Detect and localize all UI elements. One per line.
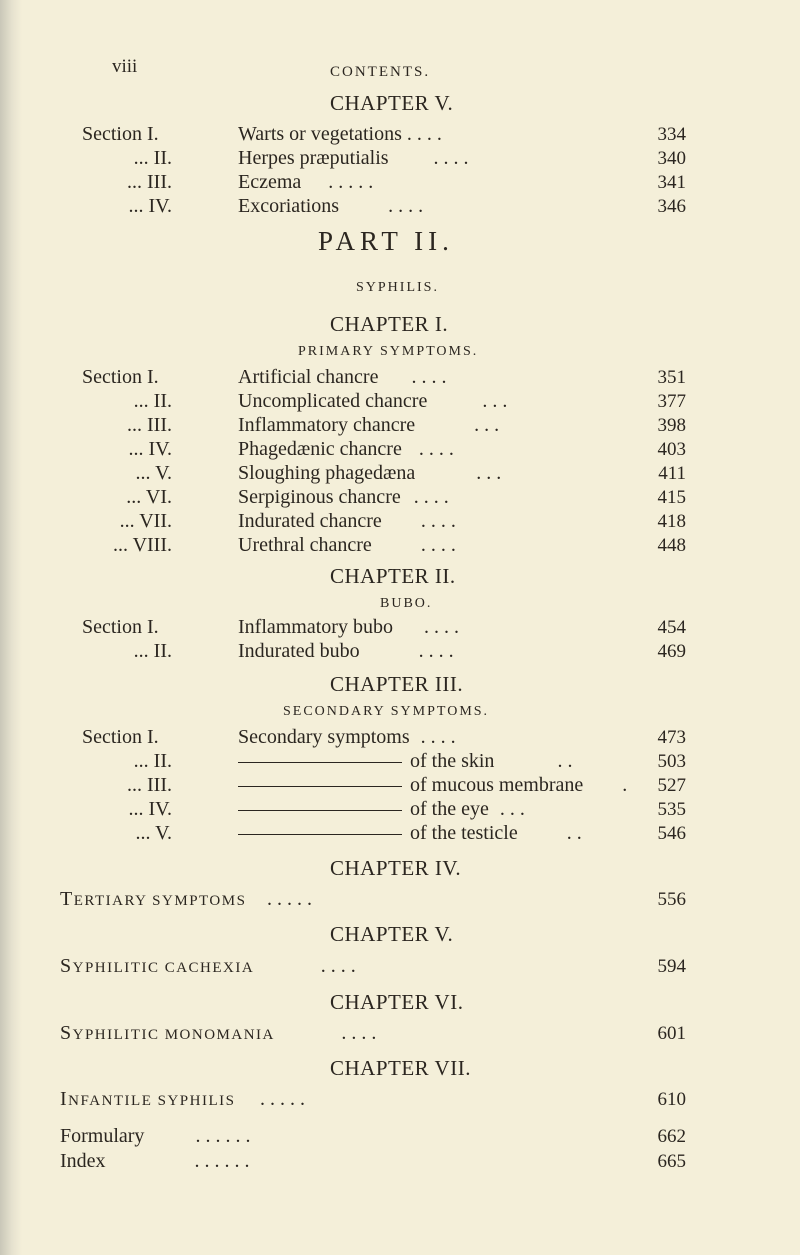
section-label: ... II. [133, 390, 172, 412]
page-edge-shadow [0, 0, 22, 1255]
entry-title: Eczema . . . . . [238, 171, 374, 193]
chapter-heading: CHAPTER III. [330, 672, 464, 696]
page-ref: 411 [658, 463, 686, 484]
entry-title: INFANTILE SYPHILIS . . . . . [60, 1088, 305, 1110]
section-label: ... V. [135, 462, 172, 484]
entry-title: Uncomplicated chancre . . . [238, 390, 508, 412]
ditto-dash [238, 810, 402, 811]
page-ref: 469 [657, 641, 686, 662]
page-ref: 334 [657, 124, 686, 145]
section-label: Section I. [82, 123, 159, 145]
page-ref: 662 [657, 1126, 686, 1147]
part-subject: SYPHILIS. [356, 280, 439, 295]
section-label: ... V. [135, 822, 172, 844]
chapter-heading: CHAPTER V. [330, 922, 454, 946]
ditto-dash [238, 786, 402, 787]
chapter-heading: CHAPTER I. [330, 312, 449, 336]
section-label: ... VI. [126, 486, 172, 508]
page-ref: 398 [657, 415, 686, 436]
entry-title: Formulary . . . . . . [60, 1125, 251, 1147]
entry-title: Herpes præputialis . . . . [238, 147, 469, 169]
page-ref: 341 [657, 172, 686, 193]
section-label: ... III. [127, 414, 172, 436]
entry-title: Warts or vegetations . . . . [238, 123, 442, 145]
chapter-subtitle: SECONDARY SYMPTOMS. [283, 704, 490, 719]
entry-title: SYPHILITIC MONOMANIA . . . . [60, 1022, 377, 1044]
chapter-heading: CHAPTER IV. [330, 856, 462, 880]
chapter-heading: CHAPTER VII. [330, 1056, 471, 1080]
chapter-heading: CHAPTER II. [330, 564, 456, 588]
page-ref: 594 [657, 956, 686, 977]
section-label: Section I. [82, 616, 159, 638]
entry-title: Index . . . . . . [60, 1150, 250, 1172]
entry-title: Indurated bubo . . . . [238, 640, 454, 662]
page-ref: 546 [657, 823, 686, 844]
entry-title: of mucous membrane . [410, 774, 628, 796]
ditto-dash [238, 834, 402, 835]
section-label: ... III. [127, 774, 172, 796]
ditto-dash [238, 762, 402, 763]
entry-title: Sloughing phagedæna . . . [238, 462, 502, 484]
section-label: Section I. [82, 366, 159, 388]
section-label: ... II. [133, 147, 172, 169]
section-label: ... VIII. [112, 534, 172, 556]
section-label: ... III. [127, 171, 172, 193]
page-ref: 340 [657, 148, 686, 169]
page-ref: 665 [657, 1151, 686, 1172]
section-label: ... IV. [128, 438, 172, 460]
entry-title: of the skin . . [410, 750, 573, 772]
page-ref: 415 [657, 487, 686, 508]
page-ref: 377 [657, 391, 686, 412]
entry-title: Phagedænic chancre . . . . [238, 438, 454, 460]
section-label: ... II. [133, 750, 172, 772]
chapter-heading: CHAPTER V. [330, 91, 454, 115]
running-head: CONTENTS. [330, 64, 431, 80]
section-label: ... IV. [128, 195, 172, 217]
page-ref: 503 [657, 751, 686, 772]
entry-title: Secondary symptoms . . . . [238, 726, 456, 748]
entry-title: TERTIARY SYMPTOMS . . . . . [60, 888, 312, 910]
page-ref: 601 [657, 1023, 686, 1044]
page-ref: 351 [657, 367, 686, 388]
section-label: ... II. [133, 640, 172, 662]
page-ref: 473 [657, 727, 686, 748]
entry-title: of the testicle . . [410, 822, 582, 844]
part-heading: PART II. [318, 226, 454, 256]
entry-title: Excoriations . . . . [238, 195, 424, 217]
section-label: ... VII. [119, 510, 172, 532]
page-ref: 448 [657, 535, 686, 556]
entry-title: Urethral chancre . . . . [238, 534, 456, 556]
page-ref: 556 [657, 889, 686, 910]
entry-title: of the eye . . . [410, 798, 525, 820]
entry-title: SYPHILITIC CACHEXIA . . . . [60, 955, 356, 977]
page-ref: 610 [657, 1089, 686, 1110]
entry-title: Inflammatory chancre . . . [238, 414, 500, 436]
page-ref: 403 [657, 439, 686, 460]
entry-title: Serpiginous chancre . . . . [238, 486, 449, 508]
page-number: viii [112, 56, 138, 77]
section-label: Section I. [82, 726, 159, 748]
page-ref: 418 [657, 511, 686, 532]
chapter-subtitle: BUBO. [380, 596, 433, 611]
page-ref: 454 [657, 617, 686, 638]
section-label: ... IV. [128, 798, 172, 820]
page-ref: 527 [657, 775, 686, 796]
entry-title: Indurated chancre . . . . [238, 510, 456, 532]
page-ref: 535 [657, 799, 686, 820]
page-ref: 346 [657, 196, 686, 217]
entry-title: Artificial chancre . . . . [238, 366, 447, 388]
chapter-heading: CHAPTER VI. [330, 990, 464, 1014]
entry-title: Inflammatory bubo . . . . [238, 616, 459, 638]
chapter-subtitle: PRIMARY SYMPTOMS. [298, 344, 479, 359]
